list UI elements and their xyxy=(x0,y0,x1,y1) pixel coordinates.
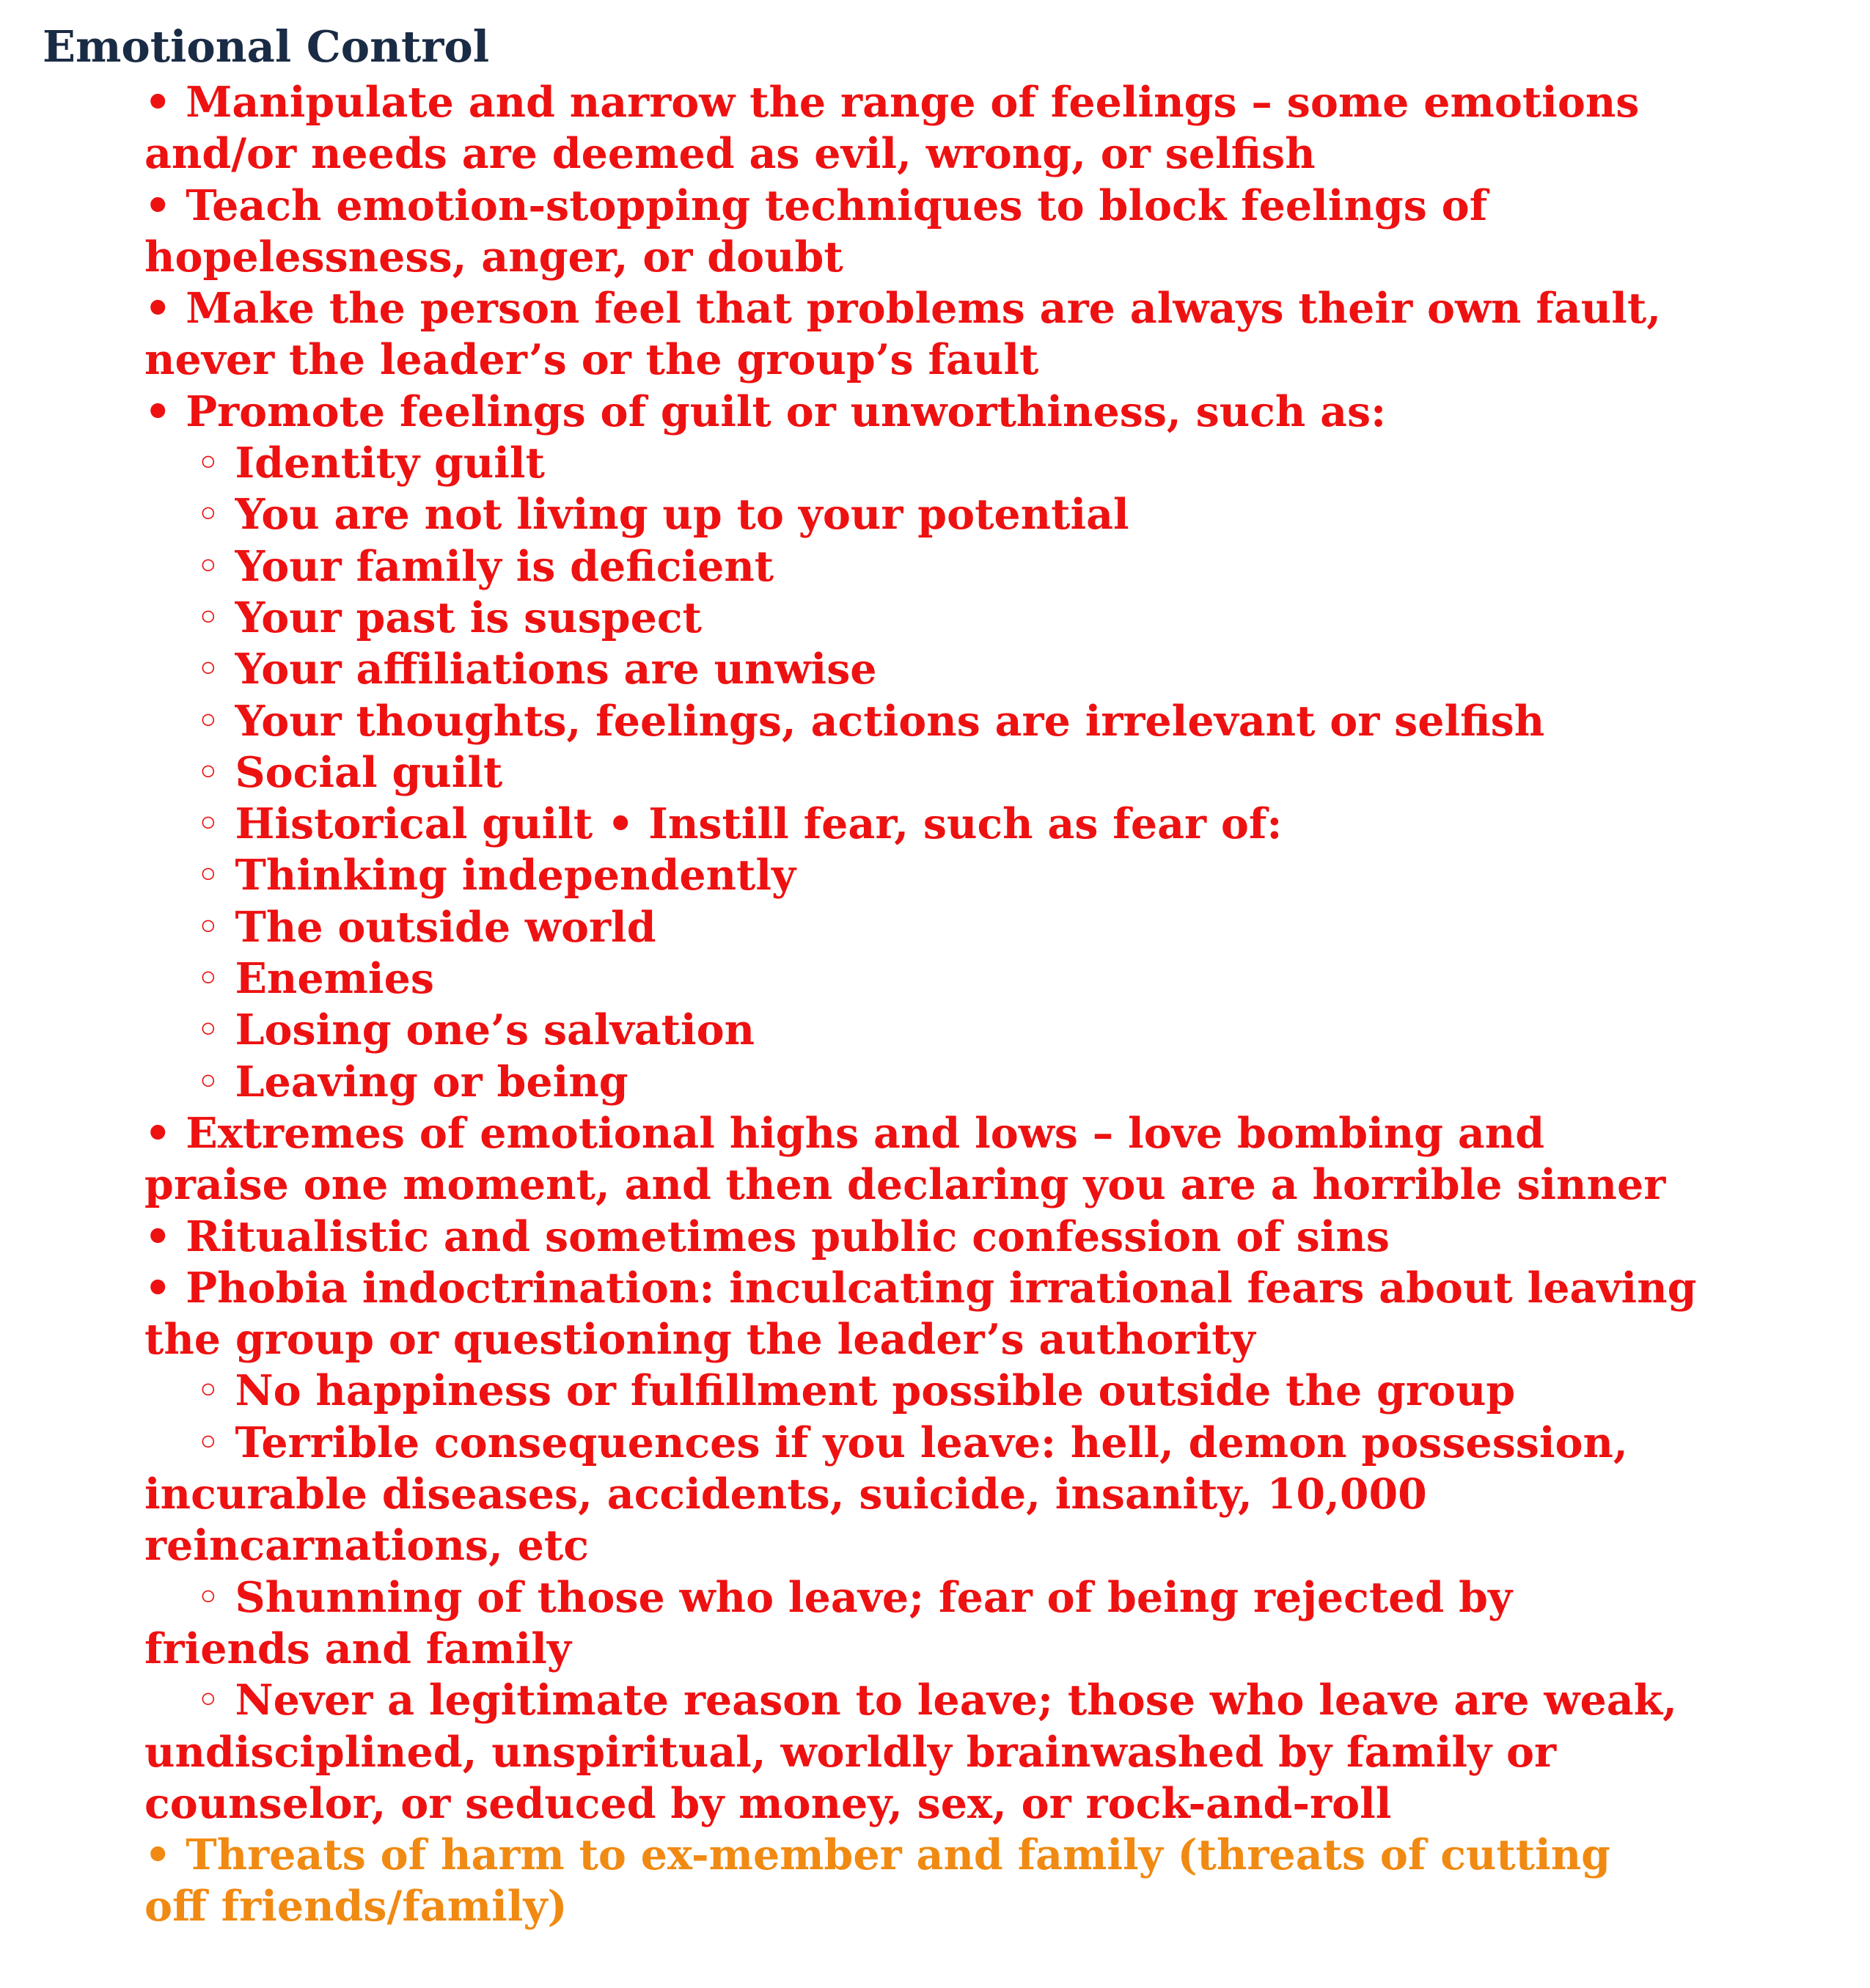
sub-bullet-line: ◦ Your thoughts, feelings, actions are irrelevant or selfish xyxy=(196,696,1545,746)
bullet-line: friends and family xyxy=(144,1624,571,1673)
sub-bullet-line: ◦ The outside world xyxy=(196,902,656,952)
bullet-line: • Make the person feel that problems are always their own fault, xyxy=(144,284,1662,334)
sub-bullet-line: ◦ Losing one’s salvation xyxy=(196,1005,755,1055)
bullet-line: incurable diseases, accidents, suicide, insanity, 10,000 xyxy=(144,1470,1427,1519)
bullet-line: • Promote feelings of guilt or unworthiness, such as: xyxy=(144,386,1387,436)
bullet-line: counselor, or seduced by money, sex, or rock-and-roll xyxy=(144,1778,1392,1828)
bullet-line: • Threats of harm to ex-member and family (threats of cutting xyxy=(144,1830,1611,1880)
bullet-line: undisciplined, unspiritual, worldly brainwashed by family or xyxy=(144,1727,1557,1777)
sub-bullet-line: ◦ You are not living up to your potential xyxy=(196,490,1129,540)
sub-bullet-line: ◦ Your family is deficient xyxy=(196,541,774,591)
sub-bullet-line: ◦ Enemies xyxy=(196,954,434,1004)
sub-bullet-line: ◦ Your affiliations are unwise xyxy=(196,645,877,694)
bullet-line: • Extremes of emotional highs and lows – love bombing and xyxy=(144,1108,1545,1158)
emotional-control-list xyxy=(144,77,1802,1933)
bullet-line: • Phobia indoctrination: inculcating irrational fears about leaving xyxy=(144,1263,1697,1313)
bullet-line: hopelessness, anger, or doubt xyxy=(144,232,843,282)
bullet-line: • Teach emotion-stopping techniques to block feelings of xyxy=(144,180,1488,230)
bullet-line: • Manipulate and narrow the range of feelings – some emotions xyxy=(144,78,1640,127)
bullet-line: and/or needs are deemed as evil, wrong, or selfish xyxy=(144,129,1316,179)
page-title: Emotional Control xyxy=(43,21,490,72)
sub-bullet-line: ◦ No happiness or fulfillment possible outside the group xyxy=(196,1366,1516,1416)
sub-bullet-line: ◦ Historical guilt • Instill fear, such as fear of: xyxy=(196,799,1283,849)
bullet-line: • Ritualistic and sometimes public confession of sins xyxy=(144,1211,1390,1261)
sub-bullet-line: ◦ Never a legitimate reason to leave; those who leave are weak, xyxy=(196,1676,1678,1725)
bullet-line: never the leader’s or the group’s fault xyxy=(144,335,1039,385)
sub-bullet-line: ◦ Your past is suspect xyxy=(196,593,702,642)
sub-bullet-line: ◦ Identity guilt xyxy=(196,439,545,488)
sub-bullet-line: ◦ Leaving or being xyxy=(196,1057,628,1107)
bullet-line: reincarnations, etc xyxy=(144,1521,589,1571)
sub-bullet-line: ◦ Shunning of those who leave; fear of being rejected by xyxy=(196,1572,1513,1622)
sub-bullet-line: ◦ Terrible consequences if you leave: hell, demon possession, xyxy=(196,1417,1628,1467)
sub-bullet-line: ◦ Thinking independently xyxy=(196,851,796,901)
bullet-line: the group or questioning the leader’s authority xyxy=(144,1315,1255,1365)
bullet-line: off friends/family) xyxy=(144,1882,568,1932)
bullet-line: praise one moment, and then declaring you are a horrible sinner xyxy=(144,1160,1666,1210)
sub-bullet-line: ◦ Social guilt xyxy=(196,747,503,797)
